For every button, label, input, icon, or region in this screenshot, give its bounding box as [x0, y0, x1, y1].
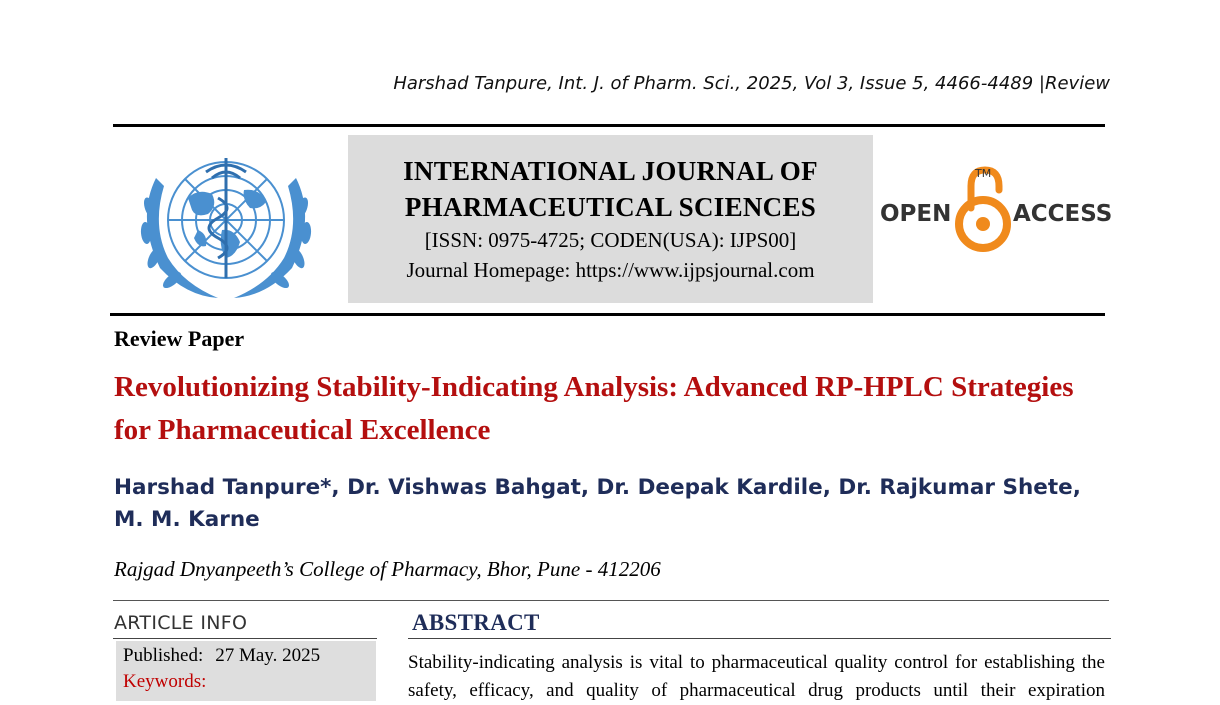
journal-title-line2: PHARMACEUTICAL SCIENCES — [404, 192, 817, 222]
keywords-label: Keywords: — [123, 671, 207, 692]
author-affiliation: Rajgad Dnyanpeeth’s College of Pharmacy, Bhor, Pune - 412206 — [114, 557, 661, 581]
journal-homepage: Journal Homepage: https://www.ijpsjournal.com — [406, 258, 815, 282]
open-access-word-open: OPEN — [880, 201, 952, 227]
author-list: Harshad Tanpure*, Dr. Vishwas Bahgat, Dr. Deepak Kardile, Dr. Rajkumar Shete, M. M. Karne — [114, 475, 1081, 532]
masthead-bottom-rule — [110, 313, 1105, 316]
article-info-rule — [113, 638, 377, 639]
journal-title-line1: INTERNATIONAL JOURNAL OF — [403, 156, 818, 186]
affiliation-rule — [113, 600, 1109, 601]
open-access-trademark: TM — [975, 167, 992, 180]
published-label: Published: — [123, 645, 204, 666]
paper-type-label: Review Paper — [114, 326, 245, 351]
journal-masthead — [348, 135, 873, 303]
masthead-top-rule — [113, 124, 1105, 127]
running-citation-header: Harshad Tanpure, Int. J. of Pharm. Sci., 2025, Vol 3, Issue 5, 4466-4489 |Review — [393, 73, 1110, 94]
un-emblem-icon — [126, 138, 326, 306]
journal-issn: [ISSN: 0975-4725; CODEN(USA): IJPS00] — [424, 228, 797, 252]
abstract-heading: ABSTRACT — [412, 610, 540, 635]
open-access-word-access: ACCESS — [1013, 201, 1113, 227]
abstract-text: Stability-indicating analysis is vital to pharmaceutical quality control for establishing the safety, efficacy, and quality of pharmaceutical drug products until their expiration — [408, 652, 1105, 701]
abstract-rule — [408, 638, 1111, 639]
paper-title: Revolutionizing Stability-Indicating Analysis: Advanced RP-HPLC Strategies for Pharmaceutical Excellence — [114, 371, 1074, 446]
article-info-box — [116, 641, 376, 701]
published-row — [123, 645, 320, 667]
published-date: 27 May. 2025 — [215, 645, 321, 666]
open-access-logo — [880, 164, 1113, 254]
article-info-heading: ARTICLE INFO — [114, 612, 248, 634]
